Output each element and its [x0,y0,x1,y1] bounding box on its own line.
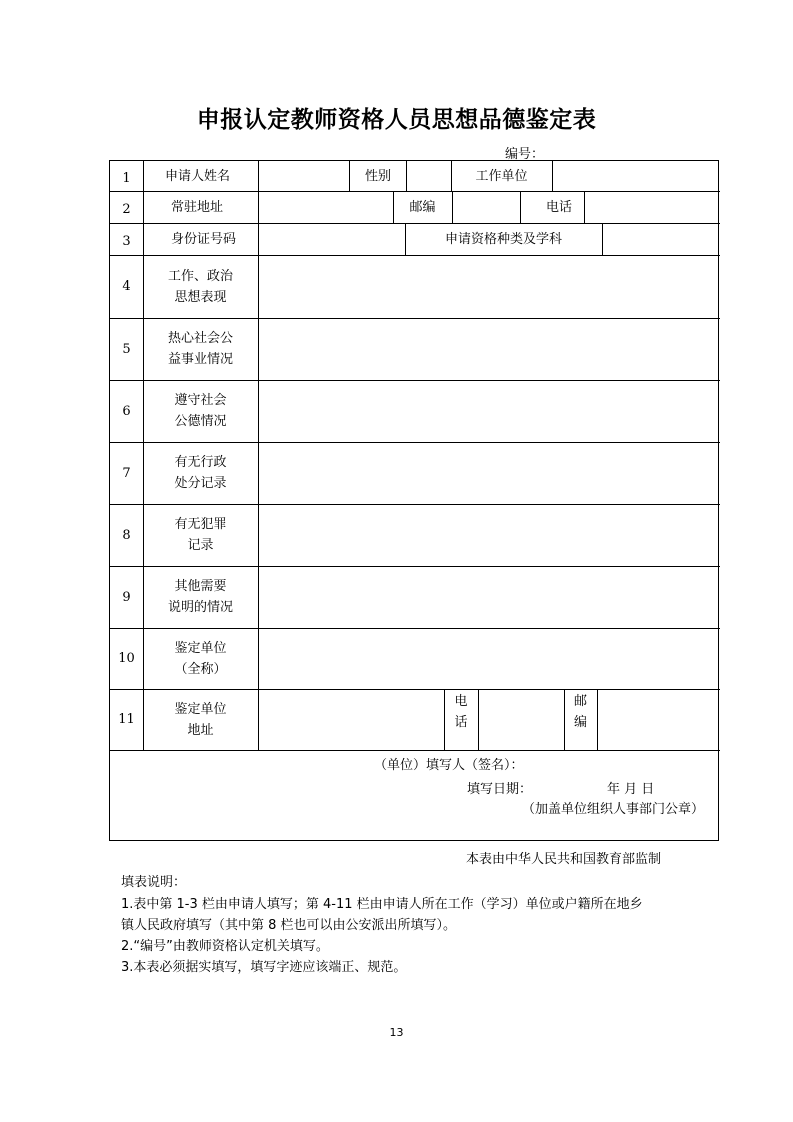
fill-date-units: 年 月 日 [607,782,655,797]
label-line: 其他需要 [174,579,227,594]
label-line: 有无行政 [174,455,227,470]
row-divider [110,750,720,751]
work-unit-field[interactable] [552,161,720,191]
page-number: 13 [389,1026,404,1039]
address-field[interactable] [258,191,393,223]
label-line: （全称） [174,661,227,677]
label-other-notes [143,566,258,628]
label-criminal-record [143,504,258,566]
label-line: 地址 [187,722,214,738]
row-number: 6 [122,403,131,419]
label-line: 记录 [187,538,214,553]
label-line: 说明的情况 [167,600,233,615]
label-line: 话 [454,715,468,730]
appraisal-postcode-field[interactable] [597,689,720,750]
phone-label: 电话 [545,199,572,215]
label-home-address: 常驻地址 [171,199,224,215]
appraisal-phone-field[interactable] [478,689,564,750]
form-table [109,160,719,841]
gender-field[interactable] [406,161,451,191]
notes-heading: 填表说明： [121,875,187,890]
criminal-record-field[interactable] [258,504,720,566]
appraisal-address-field[interactable] [258,689,444,750]
row-number: 3 [122,233,131,249]
label-line: 热心社会公 [167,331,233,346]
other-notes-field[interactable] [258,566,720,628]
fill-date-label: 填写日期： [467,782,533,797]
label-line: 鉴定单位 [174,640,227,656]
label-line: 思想表现 [174,289,227,305]
row-number: 10 [118,651,135,666]
work-unit-label: 工作单位 [475,168,528,184]
supervision-note: 本表由中华人民共和国教育部监制 [466,852,662,867]
phone-field[interactable] [584,191,720,223]
label-work-politics [143,255,258,318]
label-line: 编 [573,715,587,730]
qualification-field[interactable] [602,223,720,255]
appraisal-unit-field[interactable] [258,628,720,689]
qualification-label: 申请资格种类及学科 [444,231,562,247]
appraisal-postcode-label [564,689,597,750]
label-line: 有无犯罪 [174,517,227,532]
note-item: 镇人民政府填写（其中第 8 栏也可以由公安派出所填写）。 [121,918,457,933]
filler-signature-label: （单位）填写人（签名）： [374,758,524,773]
appraisal-phone-label [444,689,478,750]
label-public-welfare [143,318,258,380]
gender-label: 性别 [365,168,392,184]
label-appraisal-address [143,689,258,750]
label-id-number: 身份证号码 [171,231,237,247]
note-item: 2.“编号”由教师资格认定机关填写。 [121,939,329,954]
label-social-morality [143,380,258,442]
row-number: 8 [122,527,131,543]
row-number: 4 [122,279,131,294]
postcode-label: 邮编 [409,199,436,215]
note-item: 3.本表必须据实填写，填写字迹应该端正、规范。 [121,960,407,975]
row-number: 9 [122,589,131,605]
label-applicant-name: 申请人姓名 [165,168,231,184]
label-line: 工作、政治 [167,268,233,284]
serial-number-label: 编号： [505,147,545,162]
row-number: 2 [122,201,131,217]
label-appraisal-unit [143,628,258,689]
label-line: 处分记录 [174,476,227,491]
label-line: 公德情况 [174,414,227,429]
row-number: 11 [118,712,135,727]
label-line: 遵守社会 [174,393,227,408]
postcode-field[interactable] [452,191,520,223]
work-politics-field[interactable] [258,255,720,318]
label-line: 鉴定单位 [174,701,227,717]
social-morality-field[interactable] [258,380,720,442]
row-number: 5 [122,341,131,357]
stamp-note: （加盖单位组织人事部门公章） [522,802,705,817]
note-item: 1.表中第 1-3 栏由申请人填写；第 4-11 栏由申请人所在工作（学习）单位或户籍所在地乡 [121,897,643,912]
label-admin-penalty [143,442,258,504]
id-number-field[interactable] [258,223,405,255]
label-line: 益事业情况 [167,352,233,367]
name-field[interactable] [258,161,349,191]
row-number: 7 [122,465,131,481]
form-title: 申报认定教师资格人员思想品德鉴定表 [196,107,597,133]
row-number: 1 [122,170,131,186]
label-line: 电 [454,694,468,709]
public-welfare-field[interactable] [258,318,720,380]
admin-penalty-field[interactable] [258,442,720,504]
label-line: 邮 [573,694,587,709]
